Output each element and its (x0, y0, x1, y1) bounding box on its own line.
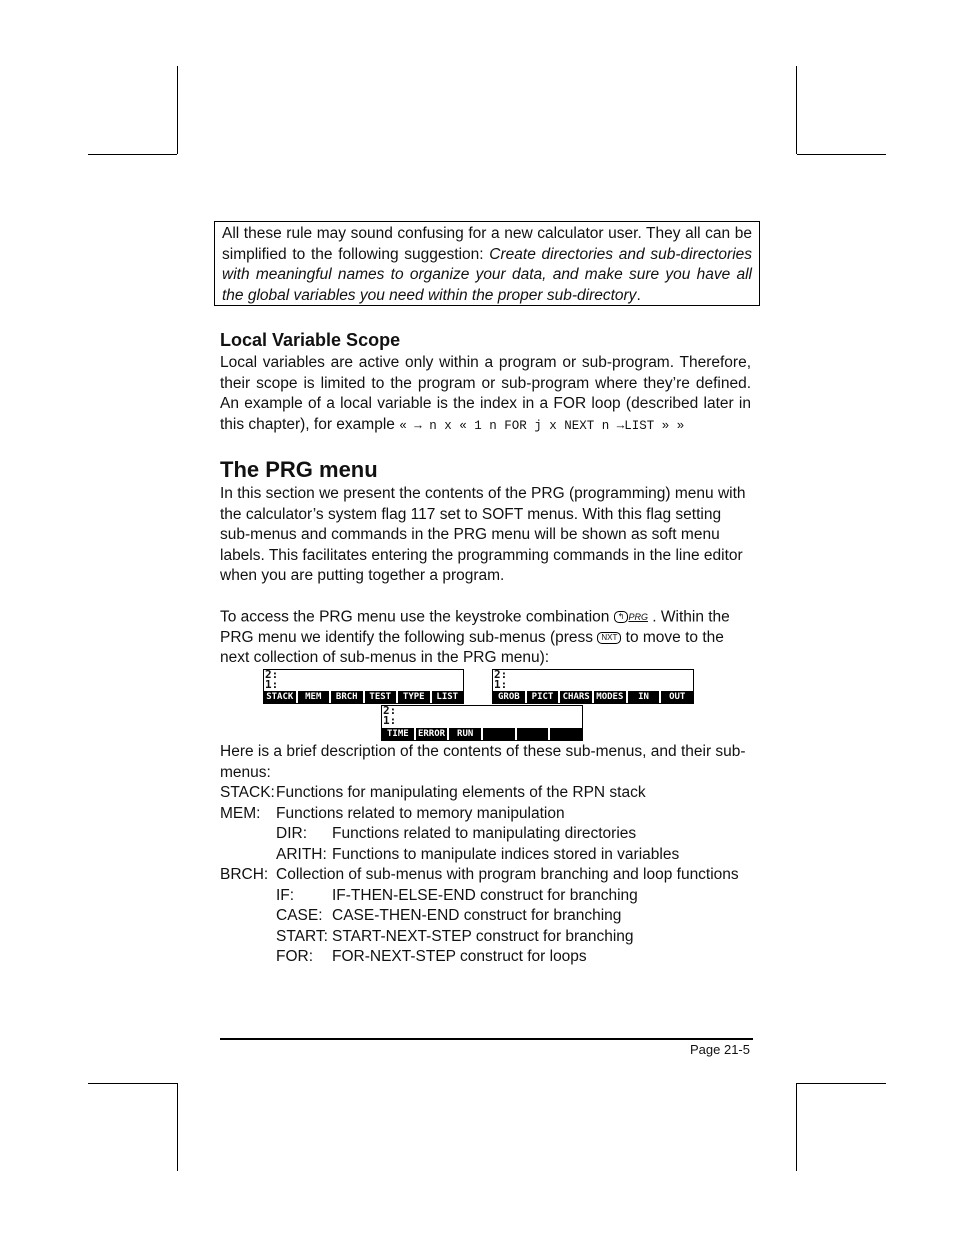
soft-key-time: TIME (382, 728, 416, 740)
crop-mark-top-right-vertical (796, 66, 797, 154)
soft-menu-bar-3 (382, 728, 582, 740)
nxt-key-icon: NXT (597, 632, 621, 644)
list-label: STACK: (220, 784, 275, 801)
stack-level-2: 2: (265, 668, 279, 681)
list-text: IF-THEN-ELSE-END construct for branching (332, 887, 638, 904)
left-shift-key-icon: ↰ (614, 611, 629, 623)
list-item (276, 845, 679, 866)
soft-key-modes: MODES (594, 691, 628, 703)
crop-mark-top-right-horizontal (797, 154, 886, 155)
soft-key-empty-6 (550, 728, 582, 740)
submenu-intro: Here is a brief description of the contents of these sub-menus, and their sub-menus: (220, 743, 746, 781)
list-text: FOR-NEXT-STEP construct for loops (332, 948, 587, 965)
note-end: . (636, 286, 641, 304)
local-scope-text: Local variables are active only within a program or sub-program. Therefore, their scope is limited to the program or sub-program where they’re defined. An example of a local variable is the index in a FOR loop (described later in this chapter), for example (220, 354, 751, 433)
calculator-screen-3 (381, 705, 583, 741)
crop-mark-top-left-vertical (177, 66, 178, 154)
list-text: Functions for manipulating elements of the RPN stack (276, 784, 646, 801)
stack-level-2: 2: (383, 704, 397, 717)
soft-key-error: ERROR (416, 728, 450, 740)
soft-key-test: TEST (365, 691, 399, 703)
local-scope-body (220, 353, 751, 436)
list-item (220, 865, 739, 886)
soft-key-type: TYPE (398, 691, 432, 703)
stack-level-1: 1: (265, 678, 279, 691)
list-item (276, 886, 638, 907)
soft-key-out: OUT (669, 692, 686, 702)
list-text: CASE-THEN-END construct for branching (332, 907, 622, 924)
list-text: Collection of sub-menus with program branching and loop functions (276, 866, 739, 883)
calculator-screen-1 (263, 669, 464, 704)
soft-key-empty-4 (483, 728, 517, 740)
list-item (220, 783, 646, 804)
list-label: BRCH: (220, 866, 269, 883)
soft-key-empty-5 (517, 728, 551, 740)
access-text-b: . Within the PRG menu we identify the following sub-menus (press (220, 608, 730, 646)
soft-key-chars: CHARS (560, 691, 594, 703)
list-text: Functions related to manipulating directories (332, 825, 637, 842)
soft-key-brch: BRCH (331, 691, 365, 703)
soft-key-stack: STACK (264, 691, 298, 703)
list-label: START: (276, 928, 328, 945)
calculator-screen-2 (492, 669, 694, 704)
list-label: ARITH: (276, 846, 327, 863)
stack-level-1: 1: (494, 678, 508, 691)
prg-menu-heading: The PRG menu (220, 457, 378, 482)
soft-key-grob: GROB (493, 691, 527, 703)
list-text: Functions to manipulate indices stored in variables (332, 846, 680, 863)
list-item (276, 824, 636, 845)
list-item (220, 804, 565, 825)
crop-mark-bottom-right-vertical (796, 1083, 797, 1171)
prg-intro-paragraph: In this section we present the contents of the PRG (programming) menu with the calculator’s system flag 117 set to SOFT menus. With this flag setting sub-menus and commands in the PRG menu will be shown as soft menu labels. This facilitates entering the programming commands in the line editor when you are putting together a program. (220, 485, 746, 584)
local-scope-heading: Local Variable Scope (220, 330, 401, 350)
list-text: Functions related to memory manipulation (276, 805, 565, 822)
note-text (215, 222, 759, 306)
crop-mark-bottom-left-vertical (177, 1083, 178, 1171)
stack-level-1: 1: (383, 714, 397, 727)
soft-key-pict: PICT (527, 691, 561, 703)
note-box (214, 221, 760, 306)
soft-key-mem: MEM (298, 691, 332, 703)
list-item (276, 947, 587, 968)
soft-menu-bar-1 (264, 691, 463, 703)
crop-mark-bottom-left-horizontal (88, 1083, 177, 1084)
crop-mark-top-left-horizontal (88, 154, 177, 155)
note-normal: All these rule may sound confusing for a new calculator user. They all can be simplified to the following suggestion: (222, 225, 752, 263)
list-text: START-NEXT-STEP construct for branching (332, 928, 634, 945)
stack-level-2: 2: (494, 668, 508, 681)
footer-rule (220, 1038, 753, 1040)
note-italic: Create directories and sub-directories with meaningful names to organize your data, and make sure you have all the global variables you need within the proper sub-directory (222, 245, 753, 304)
list-item (276, 927, 634, 948)
list-label: MEM: (220, 805, 261, 822)
prg-access-paragraph (220, 607, 753, 669)
access-text-c: to move to the next collection of sub-menus in the PRG menu): (220, 628, 724, 667)
soft-key-run: RUN (449, 728, 483, 740)
list-label: CASE: (276, 907, 323, 924)
prg-key-label: PRG (628, 612, 648, 622)
access-text-a: To access the PRG menu use the keystroke combination (220, 608, 614, 626)
list-label: DIR: (276, 825, 307, 842)
list-label: IF: (276, 887, 295, 904)
list-item (276, 906, 621, 927)
list-label: FOR: (276, 948, 314, 965)
soft-key-list: LIST (436, 692, 459, 702)
soft-menu-bar-2 (493, 691, 693, 703)
crop-mark-bottom-right-horizontal (797, 1083, 886, 1084)
local-scope-code: « → n x « 1 n FOR j x NEXT n →LIST » » (399, 418, 685, 433)
page-number: Page 21-5 (690, 1042, 750, 1057)
soft-key-in: IN (628, 691, 662, 703)
